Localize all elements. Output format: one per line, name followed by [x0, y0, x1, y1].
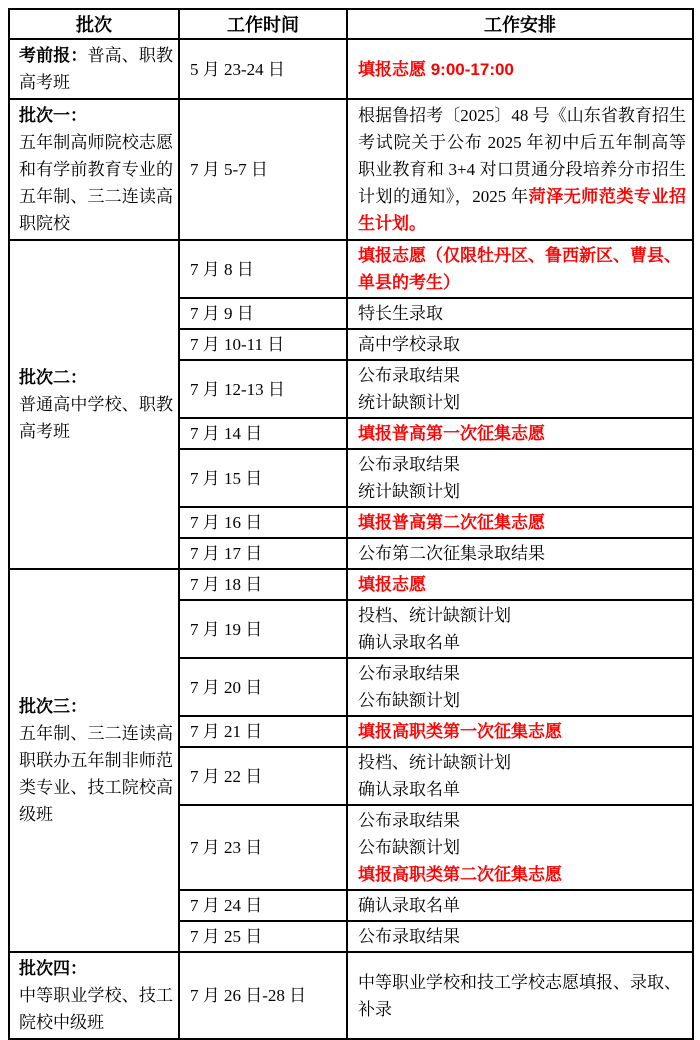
- date-cell: 7 月 9 日: [179, 298, 347, 329]
- work-cell: [347, 921, 693, 952]
- schedule-table-body: [9, 39, 693, 1039]
- task-line: [358, 807, 686, 834]
- task-text: 公布缺额计划: [358, 691, 460, 710]
- batch-description: 五年制高师院校志愿和有学前教育专业的五年制、三二连读高职院校: [19, 133, 173, 233]
- table-row: [9, 99, 693, 240]
- batch-description: 五年制、三二连读高职联办五年制非师范类专业、技工院校高级班: [19, 724, 173, 824]
- batch-title: 考前报：: [19, 46, 88, 65]
- date-cell: 7 月 12-13 日: [179, 360, 347, 418]
- header-work: 工作安排: [347, 9, 693, 39]
- task-text: 投档、统计缺额计划: [358, 753, 511, 772]
- table-row: [9, 569, 693, 600]
- task-text: 公布录取结果: [358, 455, 460, 474]
- date-cell: 7 月 17 日: [179, 538, 347, 569]
- task-line: [358, 451, 686, 478]
- task-text: 中等职业学校和技工学校志愿填报、录取、补录: [358, 972, 681, 1019]
- date-cell: 7 月 22 日: [179, 747, 347, 805]
- task-text-highlight: 菏泽无师范类专业招生计划。: [358, 187, 687, 233]
- task-text-highlight: 填报普高第二次征集志愿: [358, 513, 545, 532]
- task-line: [358, 56, 686, 83]
- task-line: [358, 362, 686, 389]
- task-text: 公布录取结果: [358, 664, 460, 683]
- task-line: [358, 969, 686, 1023]
- task-line: [358, 331, 686, 358]
- task-text-highlight: 填报志愿: [358, 575, 426, 594]
- task-text: 投档、统计缺额计划: [358, 606, 511, 625]
- task-line: [358, 834, 686, 861]
- work-cell: [347, 507, 693, 538]
- date-cell: 7 月 8 日: [179, 240, 347, 298]
- date-cell: 7 月 26 日-28 日: [179, 952, 347, 1039]
- task-line: [358, 420, 686, 447]
- task-line: [358, 602, 686, 629]
- batch-cell-batch-4: [9, 952, 179, 1039]
- task-text: 统计缺额计划: [358, 393, 460, 412]
- date-cell: 7 月 19 日: [179, 600, 347, 658]
- work-cell: [347, 538, 693, 569]
- work-cell: [347, 952, 693, 1039]
- batch-description: 中等职业学校、技工院校中级班: [19, 986, 173, 1032]
- task-line: [358, 749, 686, 776]
- work-cell: [347, 658, 693, 716]
- date-cell: 7 月 14 日: [179, 418, 347, 449]
- task-text-highlight: 填报高职类第二次征集志愿: [358, 865, 562, 884]
- work-cell: [347, 360, 693, 418]
- date-cell: 7 月 16 日: [179, 507, 347, 538]
- date-cell: 7 月 20 日: [179, 658, 347, 716]
- task-line: [358, 776, 686, 803]
- work-cell: [347, 449, 693, 507]
- task-text: 公布录取结果: [358, 927, 460, 946]
- task-text: 统计缺额计划: [358, 482, 460, 501]
- batch-cell-batch-2: [9, 240, 179, 569]
- task-line: [358, 923, 686, 950]
- task-line: [358, 102, 686, 237]
- date-cell: 7 月 15 日: [179, 449, 347, 507]
- task-line: [358, 389, 686, 416]
- batch-description: 普通高中学校、职教高考班: [19, 395, 173, 441]
- batch-cell-pre-exam: [9, 39, 179, 99]
- task-text-highlight: 填报志愿（仅限牡丹区、鲁西新区、曹县、单县的考生）: [358, 246, 681, 292]
- schedule-table: [8, 8, 694, 1040]
- task-text: 公布第二次征集录取结果: [358, 544, 545, 563]
- task-text: 确认录取名单: [358, 633, 460, 652]
- table-row: [9, 240, 693, 298]
- date-cell: 7 月 23 日: [179, 805, 347, 890]
- batch-title: 批次三：: [19, 697, 87, 716]
- task-text: 公布录取结果: [358, 366, 460, 385]
- batch-title: 批次二：: [19, 368, 87, 387]
- work-cell: [347, 39, 693, 99]
- work-cell: [347, 329, 693, 360]
- task-line: [358, 300, 686, 327]
- date-cell: 7 月 21 日: [179, 716, 347, 747]
- batch-title: 批次一：: [19, 106, 87, 125]
- header-batch: 批次: [9, 9, 179, 39]
- batch-cell-batch-1: [9, 99, 179, 240]
- task-line: [358, 629, 686, 656]
- work-cell: [347, 418, 693, 449]
- date-cell: 7 月 18 日: [179, 569, 347, 600]
- batch-title: 批次四：: [19, 959, 87, 978]
- work-cell: [347, 569, 693, 600]
- work-cell: [347, 716, 693, 747]
- task-text: 确认录取名单: [358, 780, 460, 799]
- task-line: [358, 718, 686, 745]
- work-cell: [347, 240, 693, 298]
- task-text-highlight: 填报志愿 9:00-17:00: [358, 59, 514, 79]
- task-text: 公布缺额计划: [358, 838, 460, 857]
- batch-description: 普高、职教高考班: [19, 46, 173, 92]
- task-line: [358, 892, 686, 919]
- work-cell: [347, 890, 693, 921]
- task-line: [358, 242, 686, 296]
- header-row: [9, 9, 693, 39]
- task-line: [358, 861, 686, 888]
- task-line: [358, 687, 686, 714]
- table-row: [9, 952, 693, 1039]
- work-cell: [347, 747, 693, 805]
- task-line: [358, 571, 686, 598]
- work-cell: [347, 805, 693, 890]
- task-text: 确认录取名单: [358, 896, 460, 915]
- date-cell: 7 月 25 日: [179, 921, 347, 952]
- task-line: [358, 540, 686, 567]
- date-cell: 7 月 10-11 日: [179, 329, 347, 360]
- task-text: 特长生录取: [358, 304, 443, 323]
- task-line: [358, 478, 686, 505]
- task-line: [358, 509, 686, 536]
- task-text: 根据鲁招考〔2025〕48 号《山东省教育招生考试院关于公布 2025 年初中后五年制高等职业教育和 3+4 对口贯通分段培养分市招生计划的通知》，2025 年: [358, 106, 686, 206]
- date-cell: 5 月 23-24 日: [179, 39, 347, 99]
- batch-cell-batch-3: [9, 569, 179, 952]
- task-text: 高中学校录取: [358, 335, 460, 354]
- task-line: [358, 660, 686, 687]
- table-row: [9, 39, 693, 99]
- work-cell: [347, 99, 693, 240]
- header-time: 工作时间: [179, 9, 347, 39]
- task-text-highlight: 填报高职类第一次征集志愿: [358, 722, 562, 741]
- task-text: 公布录取结果: [358, 811, 460, 830]
- task-text-highlight: 填报普高第一次征集志愿: [358, 424, 545, 443]
- work-cell: [347, 600, 693, 658]
- work-cell: [347, 298, 693, 329]
- date-cell: 7 月 24 日: [179, 890, 347, 921]
- date-cell: 7 月 5-7 日: [179, 99, 347, 240]
